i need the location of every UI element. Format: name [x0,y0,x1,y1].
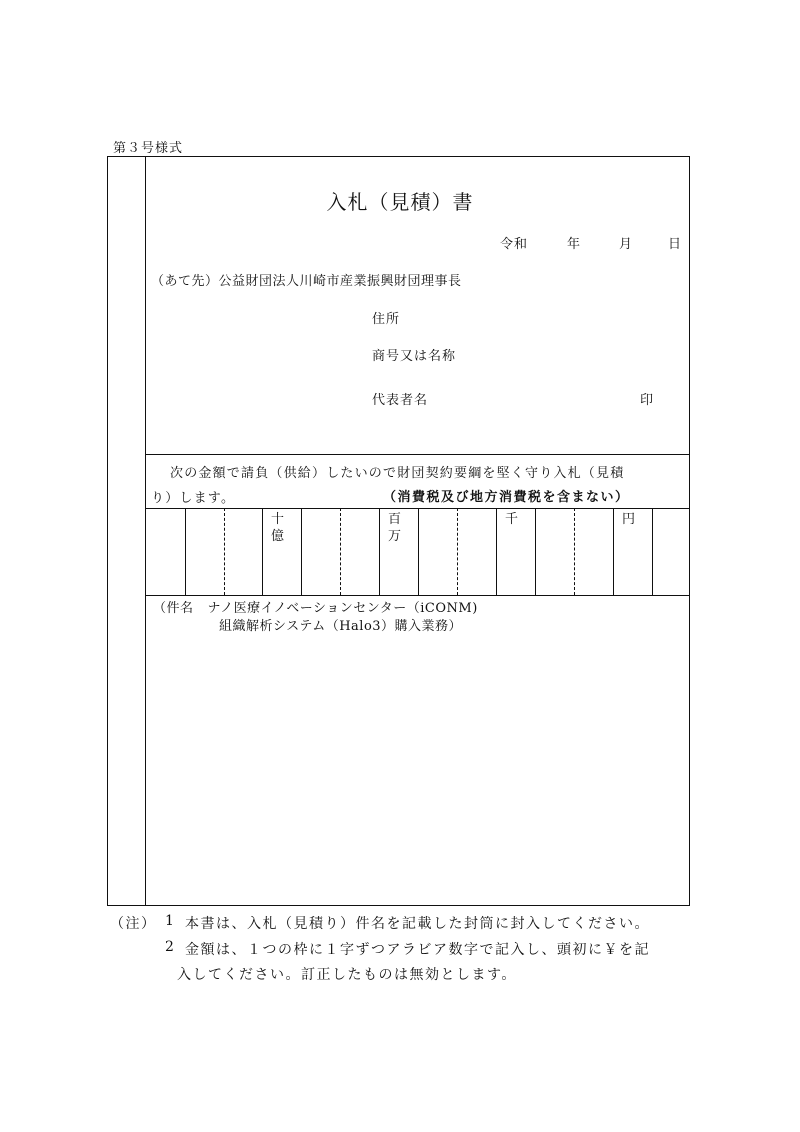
amount-grid-line [652,508,653,595]
left-margin-column-divider [145,156,146,906]
date-day: 日 [668,237,683,252]
amount-grid-line [379,508,380,595]
amount-grid-line [185,508,186,595]
note-2-continuation: 入してください。訂正したものは無効とします。 [177,967,517,983]
amount-grid-line [457,508,458,595]
unit-label-ten-billion-bottom: 億 [271,529,285,544]
amount-grid-line [496,508,497,595]
form-number: 第３号様式 [113,141,184,156]
unit-label-yen: 円 [622,512,636,527]
note-1-number: 1 [165,913,176,929]
address-label: 住所 [372,312,401,327]
unit-label-ten-billion-top: 十 [271,512,285,527]
amount-grid-line [262,508,263,595]
notes-label: （注） [110,916,157,932]
statement-line-1: 次の金額で請負（供給）したいので財団契約要綱を堅く守り入札（見積 [170,466,625,481]
subject-label: （件名 [153,601,194,616]
date-year: 年 [567,237,582,252]
unit-label-million-top: 百 [388,512,402,527]
subject-line-1: ナノ医療イノベーションセンター（iCONM) [207,601,478,616]
subject-block [153,600,478,636]
unit-label-million-bottom: 万 [388,529,402,544]
date-month: 月 [619,237,634,252]
amount-grid-line [340,508,341,595]
date-era: 令和 [500,237,529,252]
tax-exclusion-note: （消費税及び地方消費税を含まない） [383,490,630,505]
amount-bottom-divider [145,595,690,596]
statement-line-2: り）します。 [151,491,236,506]
amount-grid-line [535,508,536,595]
unit-label-thousand: 千 [505,512,519,527]
statement-top-divider [145,454,690,455]
note-2-number: 2 [165,939,176,955]
amount-grid-line [301,508,302,595]
addressee: （あて先）公益財団法人川崎市産業振興財団理事長 [151,274,462,289]
amount-grid-line [224,508,225,595]
amount-grid-line [613,508,614,595]
document-title: 入札（見積）書 [326,190,474,214]
seal-label: 印 [640,393,655,408]
amount-grid-line [418,508,419,595]
company-name-label: 商号又は名称 [372,349,457,364]
note-2-text: 金額は、１つの枠に１字ずつアラビア数字で記入し、頭初に￥を記 [185,942,650,958]
subject-line-2: 組織解析システム（Halo3）購入業務） [219,619,463,634]
representative-label: 代表者名 [372,393,429,408]
amount-grid-line [574,508,575,595]
note-1-text: 本書は、入札（見積り）件名を記載した封筒に封入してください。 [185,916,650,932]
